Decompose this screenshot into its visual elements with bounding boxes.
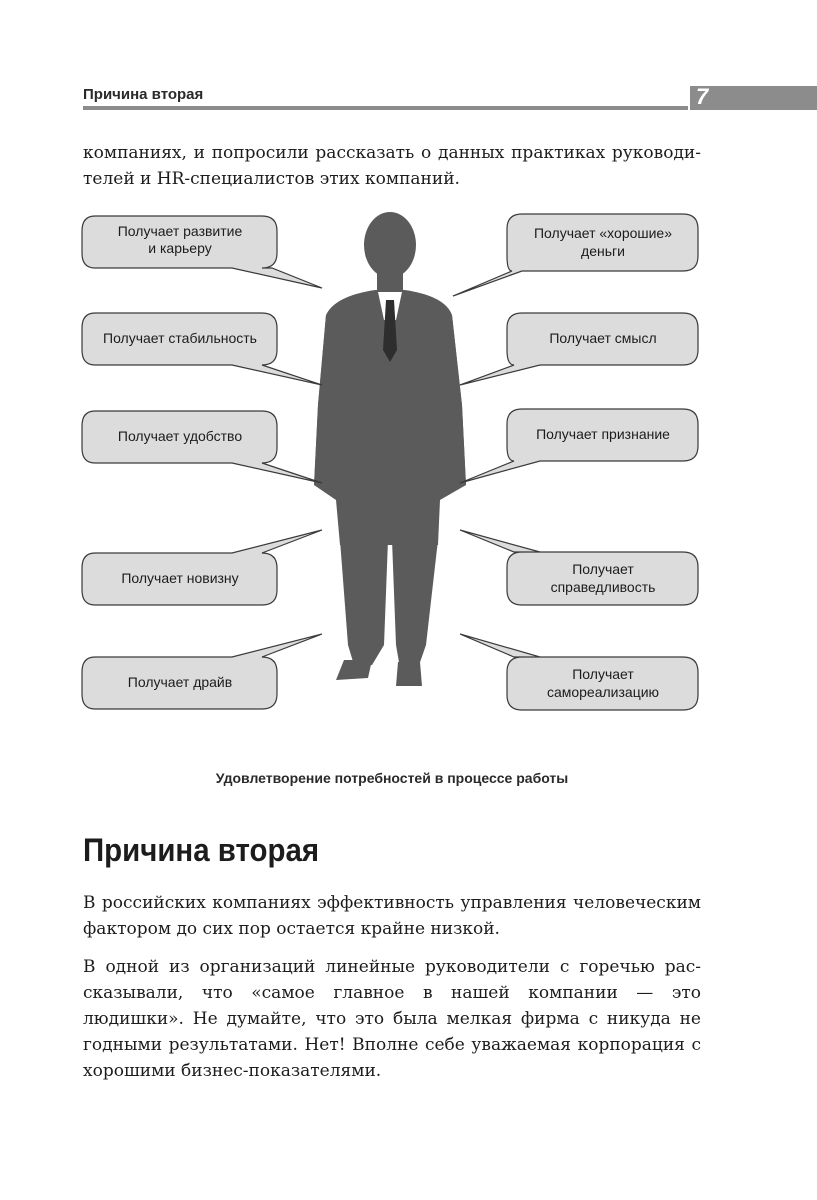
bubble-left-5-line-1: Получает драйв <box>127 674 233 690</box>
bubble-right-3-line-1: Получает признание <box>536 426 670 442</box>
bubble-right-4-line-1: Получает <box>572 561 634 577</box>
bubble-left-4-line-1: Получает новизну <box>121 570 239 586</box>
page-number: 7 <box>696 84 709 109</box>
bubble-right-5-line-2: самореализацию <box>546 684 660 700</box>
bubble-left-5 <box>82 634 322 709</box>
bubble-right-4 <box>460 530 698 605</box>
bubble-left-3-line-1: Получает удобство <box>117 428 243 444</box>
bubble-right-2 <box>460 313 698 385</box>
running-header-title: Причина вторая <box>83 86 204 103</box>
bubble-right-3 <box>460 409 698 483</box>
body-paragraph-2: В одной из организаций линейные руководители с горечью рассказывали, что «самое главное в нашей компании — это людишки». Не думайте, что это была мелкая фирма с никуда не годными результатами. Нет! Вполне себе уважаемая корпорация с хорошими бизнес-показателями. <box>83 957 701 1081</box>
bubble-right-1-line-2: деньги <box>581 243 625 259</box>
bubble-left-1 <box>82 216 322 288</box>
bubble-left-4 <box>82 530 322 605</box>
businessman-silhouette <box>314 212 466 686</box>
bubble-right-4-line-2: справедливость <box>550 579 656 595</box>
bubble-left-3 <box>82 411 322 483</box>
bubble-right-5-line-1: Получает <box>572 666 634 682</box>
bubble-right-2-line-1: Получает смысл <box>549 330 657 346</box>
intro-paragraph: компаниях, и попросили рассказать о данных практиках руководителей и HR-специалистов этих компаний. <box>83 143 701 189</box>
figure-caption: Удовлетворение потребностей в процессе работы <box>215 770 569 786</box>
bubble-left-1-line-2: и карьеру <box>148 240 212 256</box>
bubble-left-1-line-1: Получает развитие <box>117 223 243 239</box>
section-heading: Причина вторая <box>83 832 320 868</box>
bubble-left-2-line-1: Получает стабильность <box>103 330 257 346</box>
body-paragraph-1: В российских компаниях эффективность управления человеческим фактором до сих пор остается крайне низкой. <box>83 893 701 939</box>
bubble-left-2 <box>82 313 322 385</box>
bubble-right-1 <box>453 214 698 296</box>
bubble-right-5 <box>460 634 698 710</box>
bubble-right-1-line-1: Получает «хорошие» <box>533 225 673 241</box>
